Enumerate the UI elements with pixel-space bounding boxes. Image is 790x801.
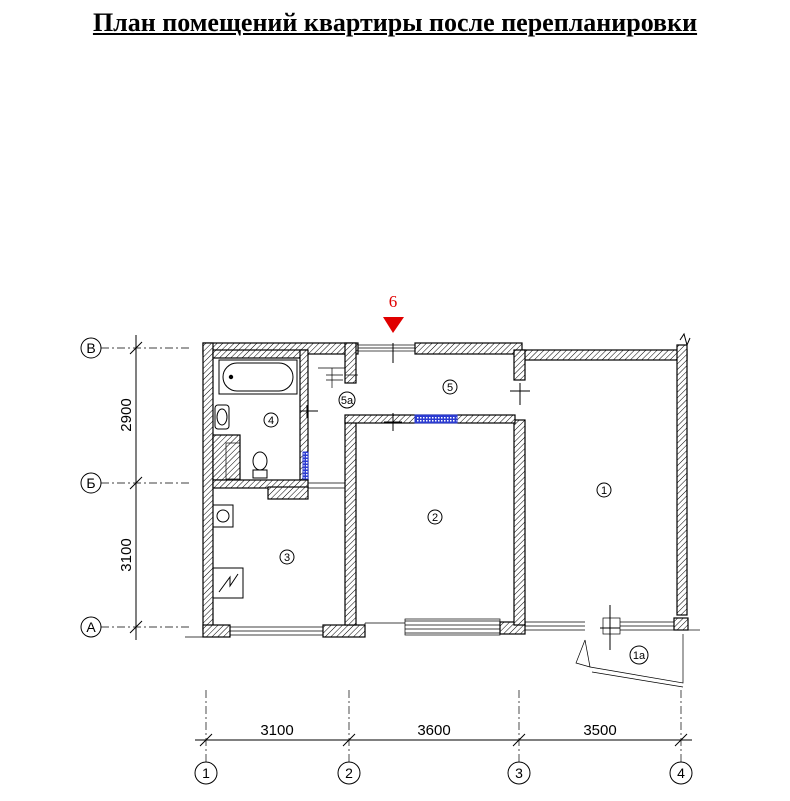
door-5a bbox=[318, 368, 345, 388]
svg-text:4: 4 bbox=[267, 415, 275, 427]
column-axes bbox=[195, 690, 692, 784]
svg-text:2: 2 bbox=[345, 765, 353, 781]
svg-text:А: А bbox=[86, 619, 96, 635]
wall-int-top-1 bbox=[514, 350, 525, 380]
wall-int-5a bbox=[345, 343, 356, 383]
svg-text:3: 3 bbox=[283, 552, 291, 564]
marker-label: 6 bbox=[388, 292, 398, 311]
wall-bath-top bbox=[213, 350, 306, 358]
wall-int-2-left bbox=[345, 420, 356, 625]
windows-bottom bbox=[185, 618, 700, 637]
toilet-icon bbox=[253, 452, 267, 478]
wall-bottom-1 bbox=[203, 625, 230, 637]
row-axes bbox=[81, 335, 190, 640]
svg-text:2: 2 bbox=[431, 512, 439, 524]
wall-top-right bbox=[522, 350, 687, 360]
svg-text:Б: Б bbox=[86, 475, 96, 491]
balcony bbox=[576, 634, 683, 687]
dim-vertical-2: 3100 bbox=[118, 538, 135, 572]
stove-icon bbox=[213, 568, 243, 598]
svg-text:1: 1 bbox=[600, 485, 608, 497]
page-title: План помещений квартиры после перепланировки bbox=[92, 8, 698, 37]
sink-icon bbox=[215, 405, 229, 429]
wall-bottom-2 bbox=[323, 625, 365, 637]
svg-text:4: 4 bbox=[677, 765, 685, 781]
svg-text:3: 3 bbox=[515, 765, 523, 781]
dim-horizontal-2: 3600 bbox=[417, 722, 451, 739]
dim-vertical-1: 2900 bbox=[118, 398, 135, 432]
opening-blue-horizontal bbox=[415, 415, 457, 423]
opening-blue-vertical bbox=[303, 452, 308, 480]
kitchen-sink-icon bbox=[213, 505, 233, 527]
windows-top bbox=[358, 345, 415, 351]
view-marker-arrow bbox=[383, 317, 404, 333]
wall-int-1-2 bbox=[514, 420, 525, 625]
wall-bath-niche bbox=[213, 435, 240, 480]
wall-left bbox=[203, 343, 213, 630]
bathtub-icon bbox=[219, 360, 297, 394]
wall-top-mid bbox=[415, 343, 522, 354]
wall-right bbox=[677, 345, 687, 615]
break-mark-right bbox=[680, 334, 690, 345]
wall-bath-step bbox=[268, 487, 308, 499]
wall-bottom-4 bbox=[674, 618, 688, 630]
dim-horizontal-3: 3500 bbox=[583, 722, 617, 739]
svg-text:1: 1 bbox=[202, 765, 210, 781]
svg-text:5а: 5а bbox=[340, 395, 354, 407]
svg-text:1а: 1а bbox=[632, 650, 646, 662]
svg-text:5: 5 bbox=[446, 382, 454, 394]
dim-horizontal-1: 3100 bbox=[260, 722, 294, 739]
svg-text:В: В bbox=[86, 340, 96, 356]
